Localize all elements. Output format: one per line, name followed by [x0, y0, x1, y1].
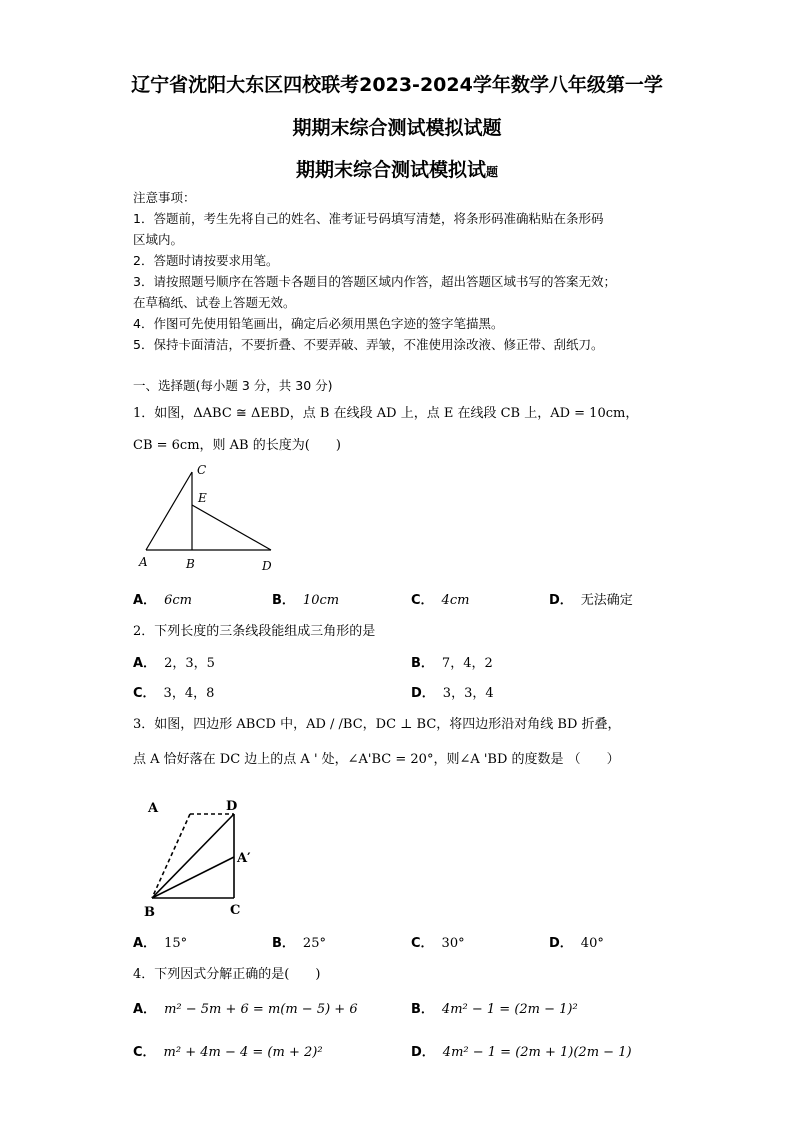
q1-option-d-label: D． [549, 593, 573, 608]
q1-option-a-label: A． [133, 593, 157, 608]
q1-label-B: B [186, 557, 195, 571]
q2-option-d-label: D． [411, 686, 435, 701]
q2-option-c-text: 3，4，8 [163, 686, 215, 701]
title-line-3-main: 期期末综合测试模拟试 [295, 159, 486, 181]
title-line-2: 期期末综合测试模拟试题 [292, 117, 502, 139]
q3-option-b[interactable] [272, 932, 326, 951]
q4-option-a-text: m² − 5m + 6 = m(m − 5) + 6 [164, 1002, 358, 1017]
q1-option-d[interactable] [549, 589, 633, 608]
q1-segment-AC [146, 472, 192, 550]
q4-option-d[interactable] [411, 1041, 632, 1060]
q2-option-a-label: A． [133, 656, 157, 671]
q3-option-d-text: 40° [580, 936, 604, 951]
q3-stem-line-2: 点 A 恰好落在 DC 边上的点 A ' 处，∠A'BC = 20°，则∠A 'BD 的度数是 （ ） [133, 752, 620, 767]
q3-option-d[interactable] [549, 932, 604, 951]
notice-item-4: 4．作图可先使用铅笔画出，确定后必须用黑色字迹的签字笔描黑。 [133, 316, 504, 331]
q3-option-a-text: 15° [164, 936, 188, 951]
q1-label-A: A [139, 555, 148, 569]
q4-option-a[interactable] [133, 998, 358, 1017]
q1-stem-line-2: CB = 6cm，则 AB 的长度为( ) [133, 438, 341, 453]
q3-option-a-label: A． [133, 936, 157, 951]
title-line-3 [0, 155, 794, 182]
q1-option-b-text: 10cm [302, 593, 340, 608]
q3-option-b-text: 25° [302, 936, 326, 951]
q4-option-d-label: D． [411, 1045, 435, 1060]
q3-option-b-label: B． [272, 936, 295, 951]
q3-label-A: A [148, 801, 159, 816]
q4-option-b[interactable] [411, 998, 578, 1017]
q4-option-c[interactable] [133, 1041, 323, 1060]
q2-option-c-label: C． [133, 686, 156, 701]
q3-option-a[interactable] [133, 932, 187, 951]
q1-option-d-text: 无法确定 [580, 593, 633, 608]
q3-option-c-text: 30° [441, 936, 465, 951]
q2-option-a[interactable] [133, 652, 215, 671]
q3-segment-BA-prime [152, 857, 234, 898]
q3-segment-BD [152, 814, 234, 898]
q2-option-d-text: 3，3，4 [442, 686, 494, 701]
notice-item-5: 5．保持卡面清洁，不要折叠、不要弄破、弄皱，不准使用涂改液、修正带、刮纸刀。 [133, 337, 604, 352]
q3-label-B: B [144, 905, 155, 920]
title-line-3-small: 题 [486, 165, 499, 179]
q1-option-c-text: 4cm [441, 593, 470, 608]
notice-item-3b: 在草稿纸、试卷上答题无效。 [133, 295, 296, 310]
q2-option-b-text: 7，4，2 [441, 656, 493, 671]
q3-segment-AB-dashed [152, 814, 190, 898]
q2-option-c[interactable] [133, 682, 214, 701]
q1-option-a-text: 6cm [164, 593, 192, 608]
q1-option-b[interactable] [272, 589, 339, 608]
title-line-1: 辽宁省沈阳大东区四校联考2023-2024学年数学八年级第一学 [131, 74, 663, 96]
q4-option-b-text: 4m² − 1 = (2m − 1)² [441, 1002, 578, 1017]
q4-option-b-label: B． [411, 1002, 434, 1017]
q3-label-A-prime: A′ [237, 851, 251, 866]
q1-label-C: C [197, 463, 207, 477]
q3-option-c-label: C． [411, 936, 434, 951]
q3-figure [138, 792, 268, 922]
q1-figure [130, 458, 290, 578]
q1-option-a[interactable] [133, 589, 192, 608]
q3-label-D: D [226, 799, 238, 814]
q2-option-b[interactable] [411, 652, 493, 671]
q4-option-a-label: A． [133, 1002, 157, 1017]
q2-option-d[interactable] [411, 682, 494, 701]
q3-label-C: C [230, 903, 241, 918]
q1-option-c-label: C． [411, 593, 434, 608]
q3-option-c[interactable] [411, 932, 465, 951]
q1-label-D: D [262, 559, 272, 573]
q1-stem-line-1: 1．如图，ΔABC ≅ ΔEBD，点 B 在线段 AD 上，点 E 在线段 CB 上，AD = 10cm， [133, 406, 639, 421]
q4-option-c-text: m² + 4m − 4 = (m + 2)² [163, 1045, 323, 1060]
q4-option-c-label: C． [133, 1045, 156, 1060]
q2-stem: 2．下列长度的三条线段能组成三角形的是 [133, 624, 376, 639]
q3-stem-line-1: 3．如图，四边形 ABCD 中，AD / /BC，DC ⊥ BC，将四边形沿对角线 BD 折叠， [133, 717, 621, 732]
q1-option-b-label: B． [272, 593, 295, 608]
q1-label-E: E [198, 491, 207, 505]
notice-item-3a: 3．请按照题号顺序在答题卡各题目的答题区域内作答，超出答题区域书写的答案无效； [133, 274, 616, 289]
q1-option-c[interactable] [411, 589, 469, 608]
notice-heading: 注意事项： [133, 190, 196, 205]
q4-option-d-text: 4m² − 1 = (2m + 1)(2m − 1) [442, 1045, 632, 1060]
notice-item-1a: 1．答题前，考生先将自己的姓名、准考证号码填写清楚，将条形码准确粘贴在条形码 [133, 211, 604, 226]
q3-option-d-label: D． [549, 936, 573, 951]
q2-option-a-text: 2，3，5 [164, 656, 215, 671]
q1-segment-ED [192, 505, 271, 550]
section-1-heading: 一、选择题(每小题 3 分，共 30 分) [133, 378, 333, 393]
q2-option-b-label: B． [411, 656, 434, 671]
notice-item-2: 2．答题时请按要求用笔。 [133, 253, 279, 268]
notice-item-1b: 区域内。 [133, 232, 184, 247]
q4-stem: 4．下列因式分解正确的是( ) [133, 967, 321, 982]
